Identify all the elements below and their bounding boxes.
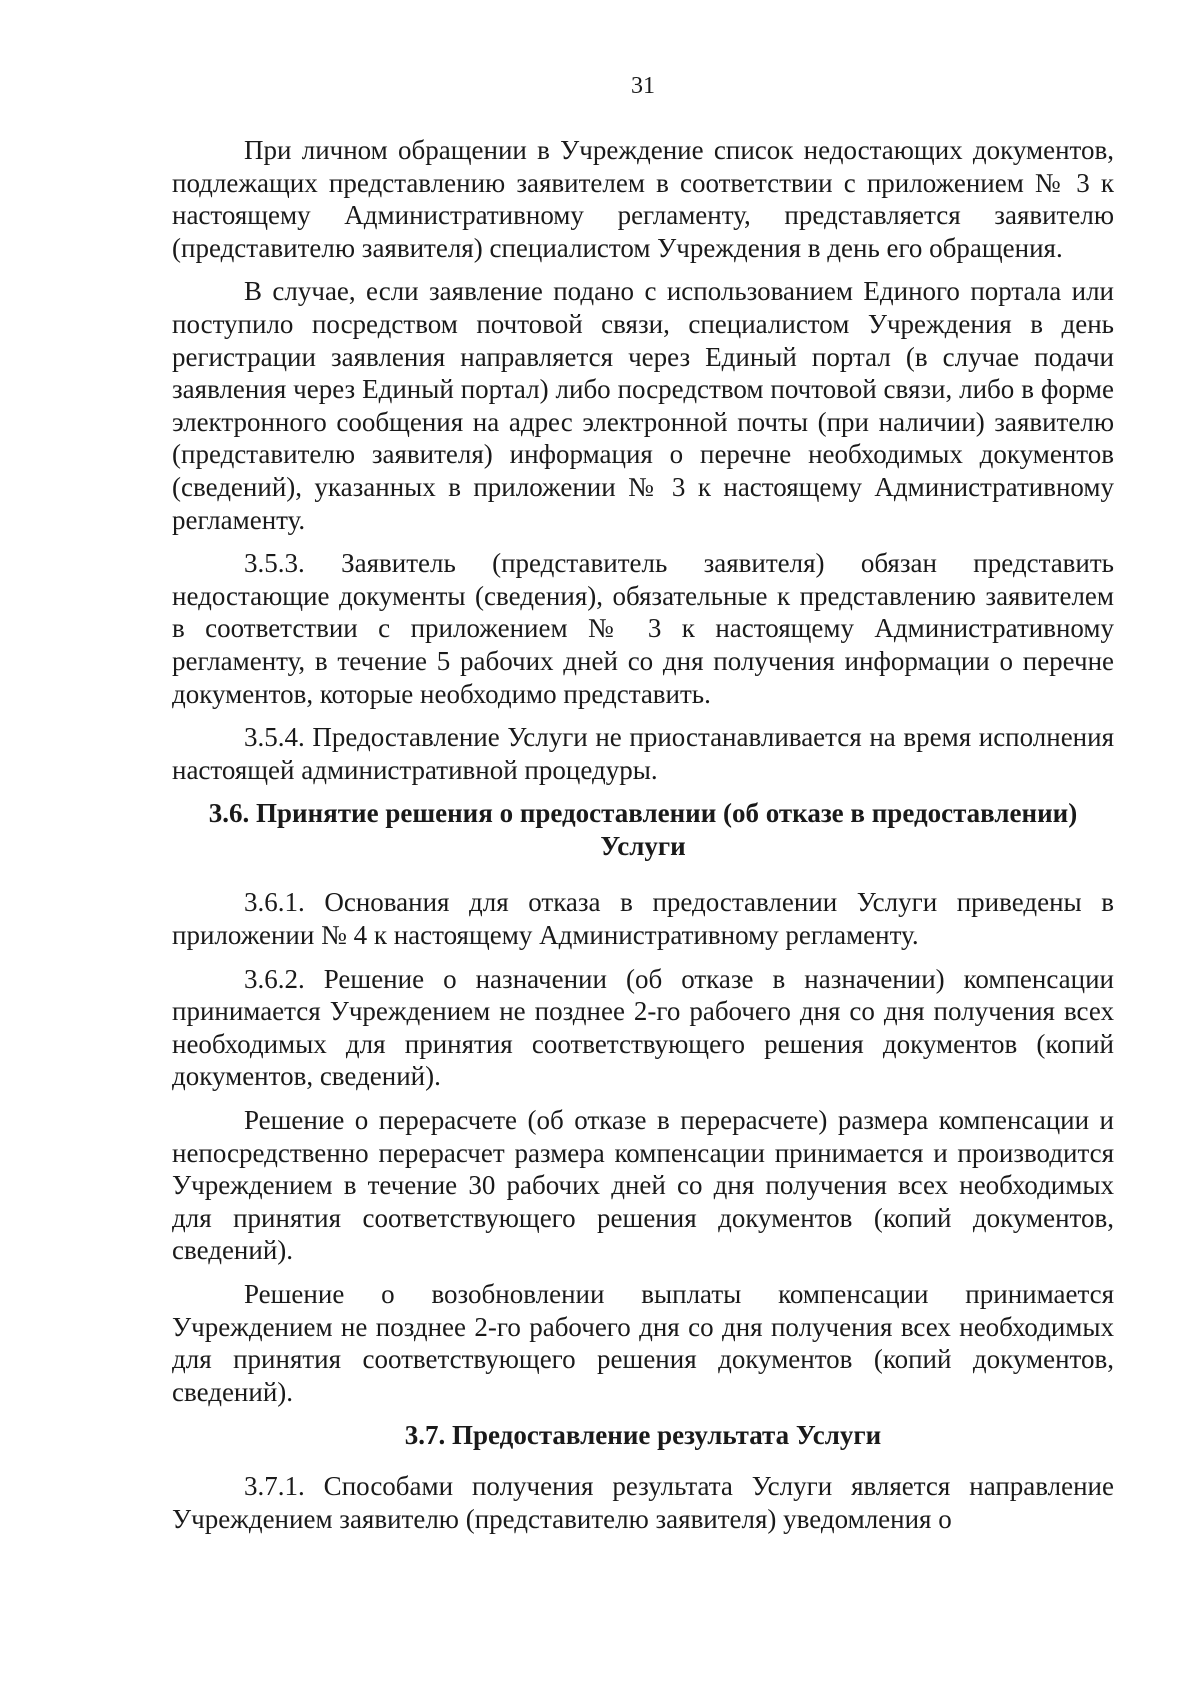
section-heading-3-7: [172, 1419, 1114, 1452]
section-heading-3-7-line-1: 3.7. Предоставление результата Услуги: [404, 1420, 882, 1451]
paragraph-3-7-1: 3.7.1. Способами получения результата Услуги является направление Учреждением заявителю (представителю заявителя) уведомления о: [172, 1470, 1114, 1534]
section-heading-3-6-line-1: 3.6. Принятие решения о предоставлении (об отказе в предоставлении): [208, 798, 1078, 829]
paragraph-3-6-2: 3.6.2. Решение о назначении (об отказе в назначении) компенсации принимается Учреждением не позднее 2-го рабочего дня со дня получения всех необходимых для принятия соответствующего решения документов (копий документов, сведений).: [172, 963, 1114, 1092]
paragraph-resumption: Решение о возобновлении выплаты компенсации принимается Учреждением не позднее 2-го рабочего дня со дня получения всех необходимых для принятия соответствующего решения документов (копий документов, сведений).: [172, 1279, 1114, 1407]
section-heading-3-6: [172, 797, 1114, 862]
section-heading-3-6-line-2: Услуги: [600, 830, 686, 861]
page-number: 31: [631, 73, 655, 99]
paragraph-portal-or-mail: В случае, если заявление подано с использованием Единого портала или поступило посредством почтовой связи, специалистом Учреждения в день регистрации заявления направляется через Единый портал (в случае подачи заявления через Единый портал) либо посредством почтовой связи, либо в форме электронного сообщения на адрес электронной почты (при наличии) заявителю (представителю заявителя) информация о перечне необходимых документов (сведений), указанных в приложении № 3 к настоящему Административному регламенту.: [172, 276, 1114, 535]
paragraph-3-5-3: 3.5.3. Заявитель (представитель заявителя) обязан представить недостающие документы (сведения), обязательные к представлению заявителем в соответствии с приложением № 3 к настоящему Административному регламенту, в течение 5 рабочих дней со дня получения информации о перечне документов, которые необходимо представить.: [172, 548, 1114, 709]
page-content: [172, 134, 1114, 1546]
paragraph-personal-appeal: При личном обращении в Учреждение список недостающих документов, подлежащих представлению заявителем в соответствии с приложением № 3 к настоящему Административному регламенту, представляется заявителю (представителю заявителя) специалистом Учреждения в день его обращения.: [172, 135, 1114, 263]
paragraph-recalculation: Решение о перерасчете (об отказе в перерасчете) размера компенсации и непосредственно перерасчет размера компенсации принимается и производится Учреждением в течение 30 рабочих дней со дня получения всех необходимых для принятия соответствующего решения документов (копий документов, сведений).: [172, 1105, 1114, 1266]
paragraph-3-6-1: 3.6.1. Основания для отказа в предоставлении Услуги приведены в приложении № 4 к настоящему Административному регламенту.: [172, 887, 1114, 951]
paragraph-3-5-4: 3.5.4. Предоставление Услуги не приостанавливается на время исполнения настоящей административной процедуры.: [172, 722, 1114, 785]
